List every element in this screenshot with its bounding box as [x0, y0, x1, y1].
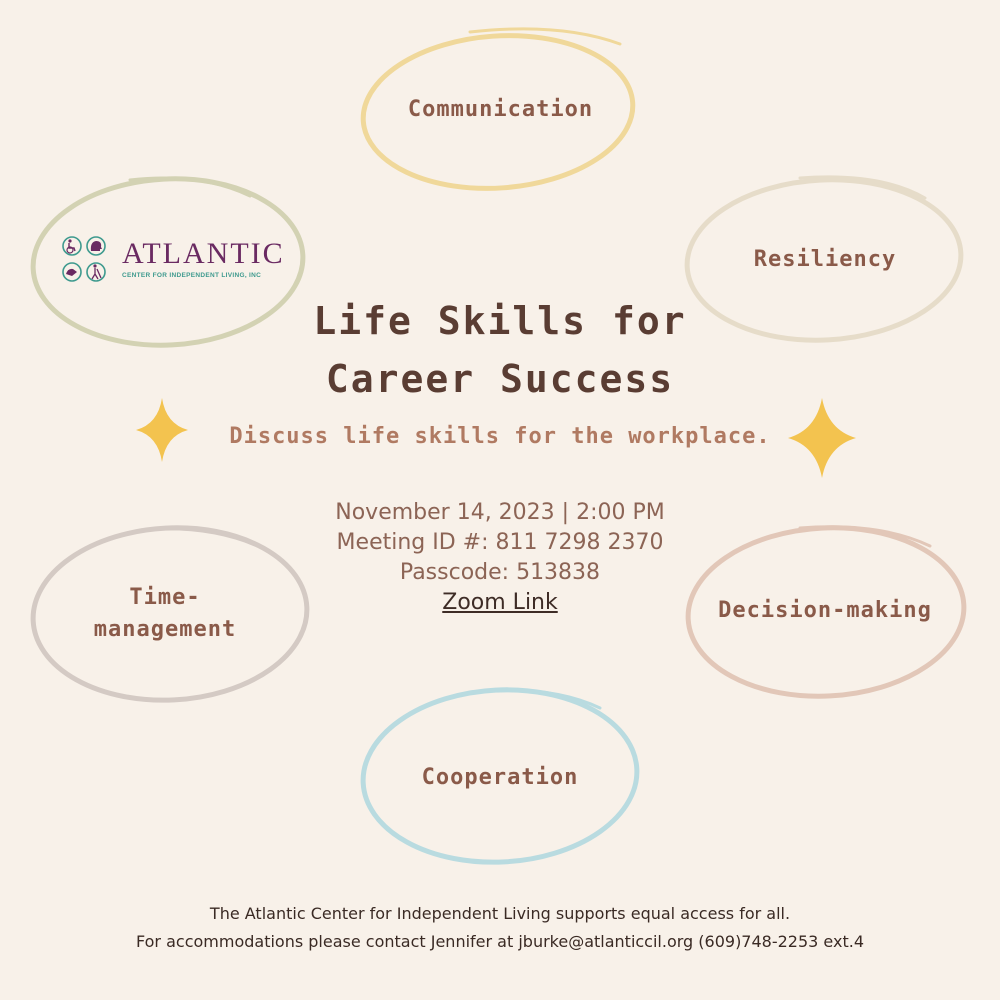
skill-communication: Communication — [407, 97, 594, 122]
event-passcode: Passcode: 513838 — [399, 560, 601, 585]
logo-wordmark: ATLANTIC — [122, 237, 285, 270]
event-info — [250, 498, 750, 618]
footer-line1: The Atlantic Center for Independent Living supports equal access for all. — [209, 904, 791, 923]
event-meeting-id: Meeting ID #: 811 7298 2370 — [336, 530, 664, 555]
skill-time-management-line1: Time- — [129, 585, 201, 610]
title-line1: Life Skills for — [313, 299, 687, 343]
skill-time-management-line2: management — [93, 617, 237, 642]
logo-subtext: CENTER FOR INDEPENDENT LIVING, INC — [122, 272, 262, 279]
zoom-link[interactable]: Zoom Link — [442, 590, 558, 615]
footer — [0, 900, 1000, 956]
subtitle: Discuss life skills for the workplace. — [229, 424, 771, 449]
skill-time-management — [80, 582, 250, 646]
sparkle-left-icon — [136, 398, 188, 462]
page-title — [250, 292, 750, 408]
footer-line2: For accommodations please contact Jennifer at jburke@atlanticcil.org (609)748-2253 ext.4 — [136, 932, 864, 951]
skill-decision-making: Decision-making — [718, 598, 932, 623]
event-datetime: November 14, 2023 | 2:00 PM — [335, 500, 665, 525]
skill-resiliency: Resiliency — [753, 247, 897, 272]
title-line2: Career Success — [325, 357, 675, 401]
logo-icons — [60, 232, 120, 292]
skill-cooperation: Cooperation — [421, 765, 579, 790]
